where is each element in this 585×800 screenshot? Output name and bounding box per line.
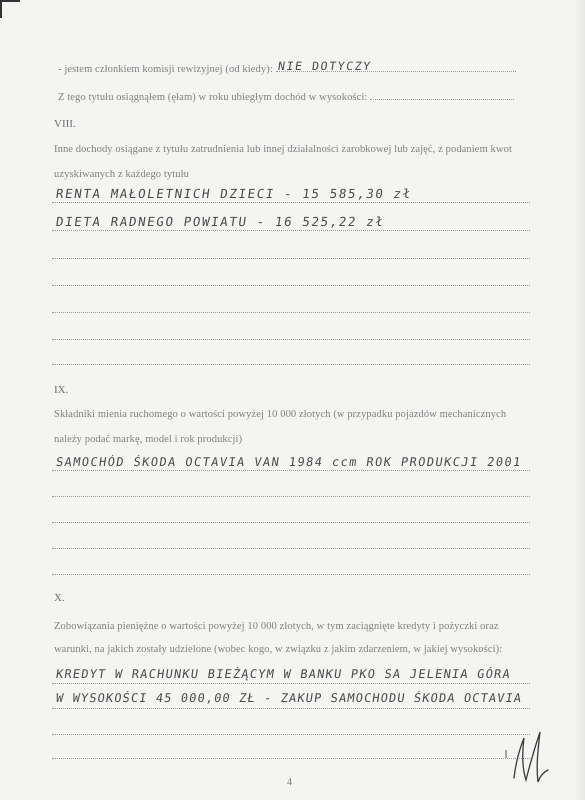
section-ix-line-1: [52, 470, 530, 471]
section-viii-text-1: Inne dochody osiągane z tytułu zatrudnienia lub innej działalności zarobkowej lub zajęć, z podaniem kwot: [54, 144, 512, 155]
section-x-line-4: [52, 758, 530, 759]
section-viii-entry-2: DIETA RADNEGO POWIATU - 16 525,22 zł: [54, 214, 386, 229]
income-line: [58, 92, 514, 103]
section-viii-line-4: [52, 285, 530, 286]
section-ix-line-3: [52, 522, 530, 523]
section-x-text-1: Zobowiązania pieniężne o wartości powyżej 10 000 złotych, w tym zaciągnięte kredyty i pożyczki oraz: [54, 621, 499, 632]
section-viii-heading: VIII.: [54, 118, 76, 130]
section-viii-line-2: [52, 230, 530, 231]
section-ix-line-5: [52, 574, 530, 575]
section-x-entry-2: W WYSOKOŚCI 45 000,00 ZŁ - ZAKUP SAMOCHODU ŚKODA OCTAVIA: [55, 691, 524, 705]
section-ix-entry-1: SAMOCHÓD ŚKODA OCTAVIA VAN 1984 ccm ROK PRODUKCJI 2001: [55, 455, 523, 469]
section-ix-text-1: Składniki mienia ruchomego o wartości powyżej 10 000 złotych (w przypadku pojazdów mechanicznych: [54, 409, 507, 420]
section-x-heading: X.: [54, 592, 65, 604]
member-line: [58, 59, 516, 75]
member-line-answer: NIE DOTYCZY: [276, 59, 373, 73]
page-number: 4: [287, 777, 292, 788]
section-x-entry-1: KREDYT W RACHUNKU BIEŻĄCYM W BANKU PKO SA JELENIA GÓRA: [55, 667, 512, 681]
member-line-dots: [276, 59, 516, 73]
section-viii-line-7: [52, 364, 530, 365]
section-viii-entry-1: RENTA MAŁOLETNICH DZIECI - 15 585,30 zł: [54, 186, 413, 201]
section-x-line-2: [52, 708, 530, 709]
signature-scribble: [500, 720, 560, 790]
section-viii-text-2: uzyskiwanych z każdego tytułu: [54, 169, 189, 180]
section-x-line-3: [52, 734, 530, 735]
section-viii-line-3: [52, 258, 530, 259]
page-corner-mark: [0, 0, 20, 18]
section-ix-text-2: należy podać markę, model i rok produkcji): [54, 434, 243, 445]
income-line-dots: [370, 99, 514, 100]
income-line-label: Z tego tytułu osiągnąłem (ęłam) w roku ubiegłym dochód w wysokości:: [58, 92, 368, 103]
section-ix-heading: IX.: [54, 384, 69, 396]
section-ix-line-4: [52, 548, 530, 549]
member-line-label: - jestem członkiem komisji rewizyjnej (od kiedy):: [58, 64, 273, 75]
section-viii-line-1: [52, 202, 530, 203]
section-ix-line-2: [52, 496, 530, 497]
section-viii-line-5: [52, 312, 530, 313]
scan-edge-shadow: [575, 0, 585, 800]
section-x-line-1: [52, 683, 530, 684]
section-viii-line-6: [52, 339, 530, 340]
section-x-text-2: warunki, na jakich zostały udzielone (wobec kogo, w związku z jakim zdarzeniem, w jakiej wysokości):: [54, 644, 503, 655]
